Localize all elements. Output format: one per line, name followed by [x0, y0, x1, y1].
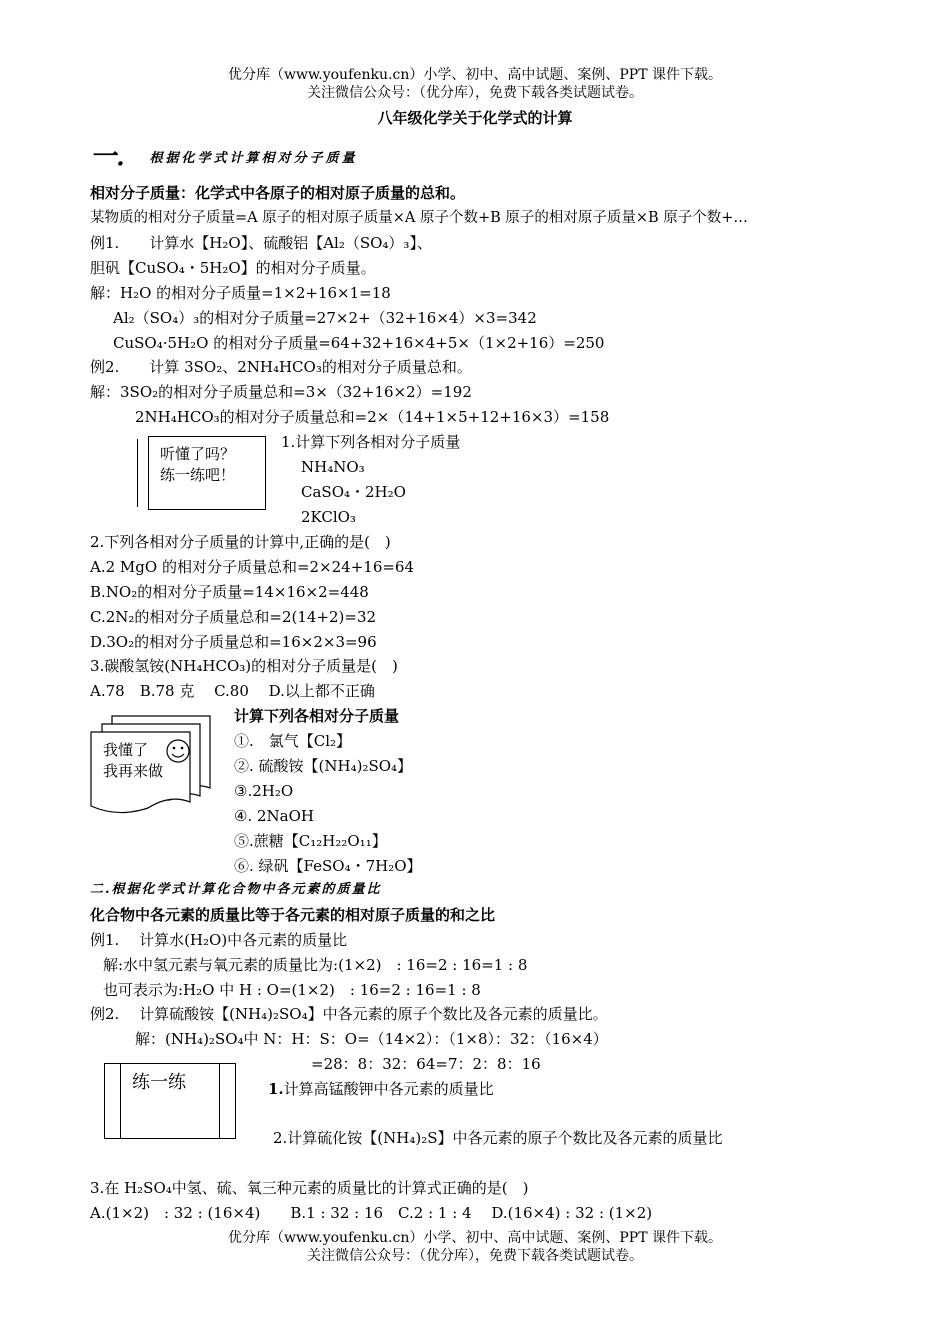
question-2: 2.下列各相对分子质量的计算中,正确的是( )	[90, 533, 391, 551]
section-2-heading: 二.根据化学式计算化合物中各元素的质量比	[90, 882, 382, 897]
practice-item-6: ⑥. 绿矾【FeSO₄・7H₂O】	[234, 857, 422, 875]
question-1-item-3: 2KClO₃	[301, 508, 356, 526]
section-1-heading	[90, 142, 358, 172]
section-2-question-3: 3.在 H₂SO₄中氢、硫、氧三种元素的质量比的计算式正确的是( )	[90, 1179, 529, 1197]
example-1-line-2: 胆矾【CuSO₄・5H₂O】的相对分子质量。	[90, 259, 376, 277]
question-3-options: A.78 B.78 克 C.80 D.以上都不正确	[90, 682, 375, 700]
example-2: 例2. 计算 3SO₂、2NH₄HCO₃的相对分子质量总和。	[90, 358, 472, 376]
header-line-1: 优分库（www.youfenku.cn）小学、初中、高中试题、案例、PPT 课件下载。	[227, 67, 722, 83]
section-2-rule: 化合物中各元素的质量比等于各元素的相对原子质量的和之比	[90, 906, 496, 924]
section-1-number: 一．	[90, 142, 143, 172]
solution-1-line-1: 解：H₂O 的相对分子质量=1×2+16×1=18	[90, 284, 391, 302]
practice-item-4: ④. 2NaOH	[234, 807, 314, 825]
box-3-inner-right	[219, 1064, 220, 1138]
header-line-2: 关注微信公众号：（优分库），免费下载各类试题试卷。	[307, 85, 643, 101]
solution-1-line-2: Al₂（SO₄）₃的相对分子质量=27×2+（32+16×4）×3=342	[113, 309, 537, 327]
solution-2-line-2: 2NH₄HCO₃的相对分子质量总和=2×（14+1×5+12+16×3）=158	[135, 408, 610, 426]
question-1-item-1: NH₄NO₃	[301, 458, 365, 476]
practice-title: 计算下列各相对分子质量	[234, 707, 400, 725]
section-2-example-1: 例1. 计算水(H₂O)中各元素的质量比	[90, 931, 348, 949]
box-2-line-2: 我再来做	[103, 762, 164, 780]
question-2-option-c: C.2N₂的相对分子质量总和=2(14+2)=32	[90, 608, 377, 626]
section-2-question-2: 2.计算硫化铵【(NH₄)₂S】中各元素的原子个数比及各元素的质量比	[273, 1129, 723, 1147]
section-2-question-3-options: A.(1×2) : 32 : (16×4) B.1 : 32 : 16 C.2 : 1 : 4 D.(16×4) : 32 : (1×2)	[90, 1204, 653, 1222]
box-1-side-line	[137, 439, 138, 507]
section-2-solution-2-line-2: =28：8：32：64=7：2：8：16	[311, 1055, 541, 1073]
box-3-text: 练一练	[132, 1072, 186, 1093]
practice-item-3: ③.2H₂O	[234, 782, 294, 800]
section-2-question-1	[268, 1079, 494, 1099]
practice-item-1: ①. 氯气【Cl₂】	[234, 732, 352, 750]
definition-2: 某物质的相对分子质量=A 原子的相对原子质量×A 原子个数+B 原子的相对原子质量×B 原子个数+…	[90, 210, 748, 226]
practice-item-2: ②. 硫酸铵【(NH₄)₂SO₄】	[234, 757, 413, 775]
question-2-option-b: B.NO₂的相对分子质量=14×16×2=448	[90, 583, 369, 601]
question-2-option-a: A.2 MgO 的相对分子质量总和=2×24+16=64	[90, 558, 415, 576]
box-1-line-1: 听懂了吗？	[160, 445, 236, 463]
practice-item-5: ⑤.蔗糖【C₁₂H₂₂O₁₁】	[234, 832, 387, 850]
question-1-item-2: CaSO₄・2H₂O	[301, 483, 406, 501]
section-2-solution-1-line-1: 解:水中氢元素与氧元素的质量比为:(1×2) : 16=2 : 16=1 : 8	[103, 956, 528, 974]
solution-2-line-1: 解：3SO₂的相对分子质量总和=3×（32+16×2）=192	[90, 383, 472, 401]
definition-1: 相对分子质量：化学式中各原子的相对原子质量的总和。	[90, 184, 466, 202]
question-1: 1.计算下列各相对分子质量	[281, 433, 461, 451]
example-1-line-1: 例1. 计算水【H₂O】、硫酸铝【Al₂（SO₄）₃】、	[90, 234, 432, 252]
footer-line-1: 优分库（www.youfenku.cn）小学、初中、高中试题、案例、PPT 课件下载。	[227, 1230, 722, 1246]
box-2-line-1: 我懂了	[103, 741, 149, 759]
footer-line-2: 关注微信公众号：（优分库），免费下载各类试题试卷。	[307, 1248, 643, 1264]
question-2-option-d: D.3O₂的相对分子质量总和=16×2×3=96	[90, 633, 377, 651]
box-1-line-2: 练一练吧！	[160, 466, 236, 484]
section-1-heading-text: 根据化学式计算相对分子质量	[149, 151, 358, 166]
section-2-solution-2-line-1: 解：(NH₄)₂SO₄中 N：H：S：O=（14×2）：（1×8）：32：（16×4）	[135, 1030, 608, 1048]
section-2-question-1-number: 1.	[268, 1080, 284, 1098]
box-3-inner-left	[120, 1064, 121, 1138]
section-2-solution-1-line-2: 也可表示为:H₂O 中 H : O=(1×2) : 16=2 : 16=1 : 8	[103, 981, 481, 999]
section-2-question-1-text: 计算高锰酸钾中各元素的质量比	[283, 1080, 494, 1098]
page-title: 八年级化学关于化学式的计算	[377, 109, 573, 127]
solution-1-line-3: CuSO₄·5H₂O 的相对分子质量=64+32+16×4+5×（1×2+16）=250	[113, 334, 605, 352]
question-3: 3.碳酸氢铵(NH₄HCO₃)的相对分子质量是( )	[90, 657, 398, 675]
section-2-example-2: 例2. 计算硫酸铵【(NH₄)₂SO₄】中各元素的原子个数比及各元素的质量比。	[90, 1005, 608, 1023]
